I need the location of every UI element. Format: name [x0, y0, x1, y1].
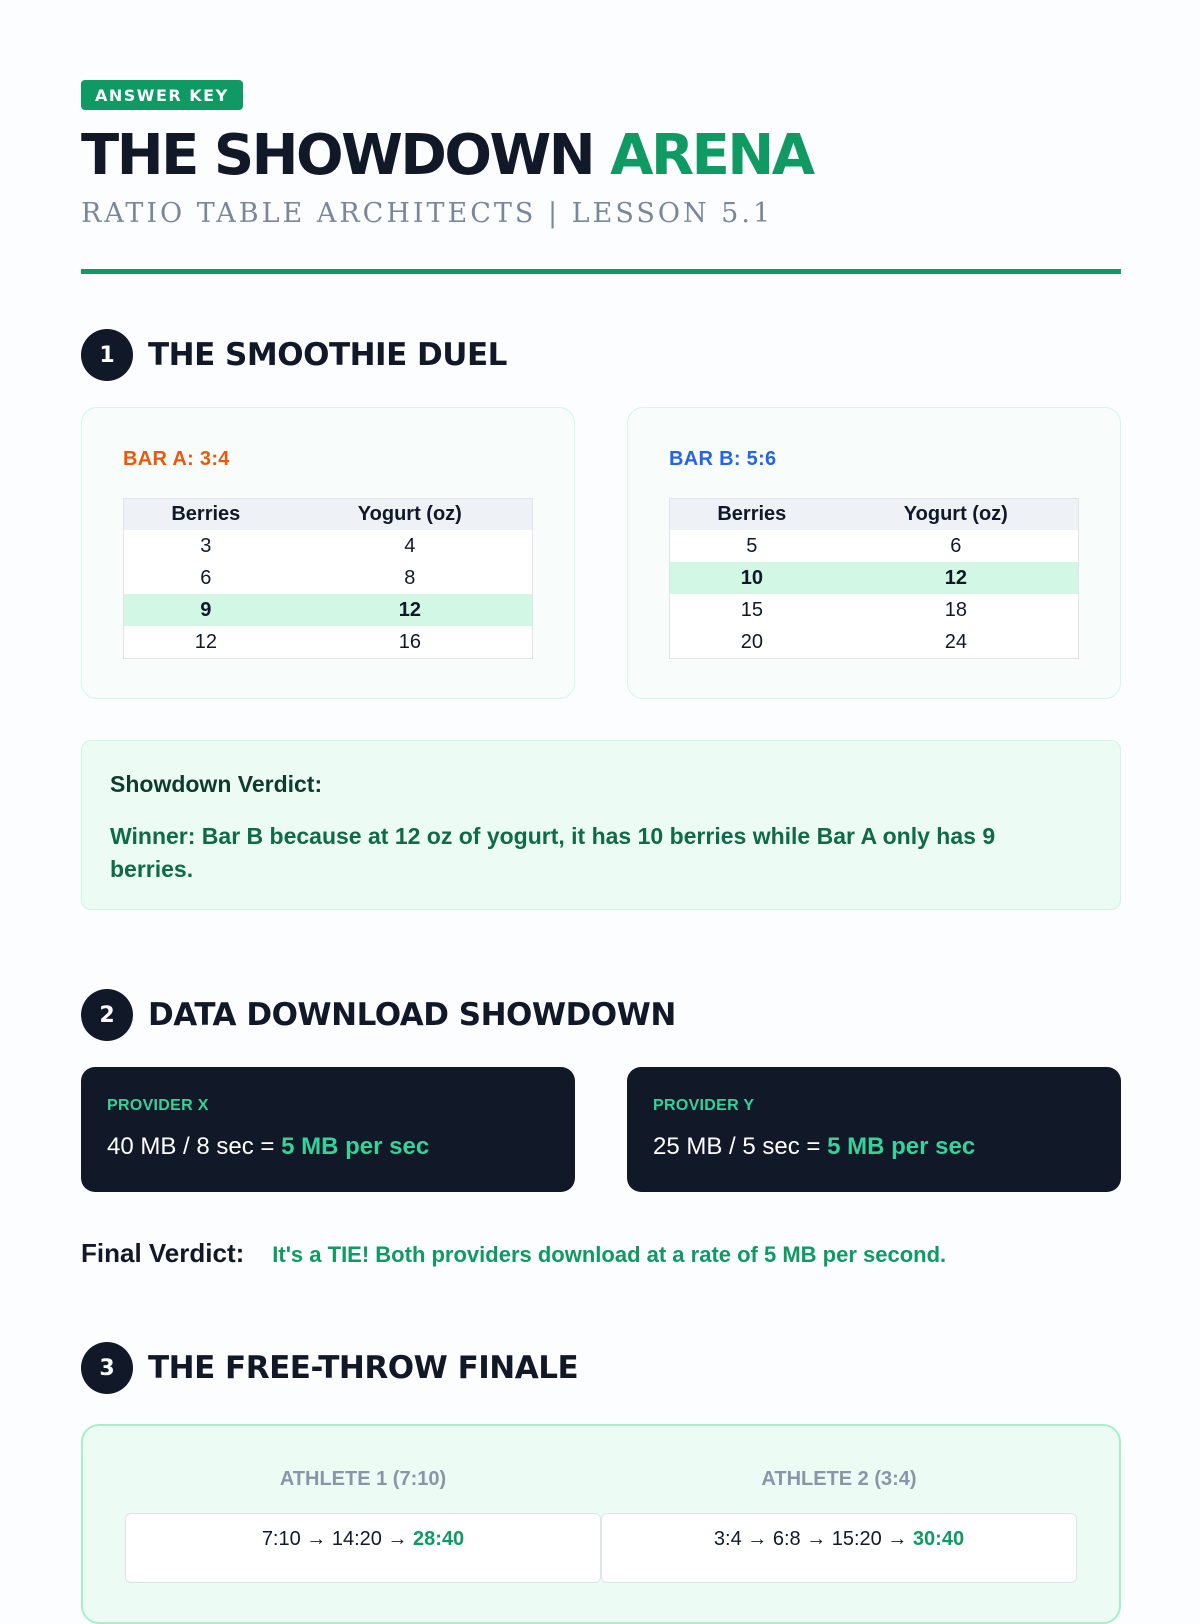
- bar-b-ratio-table: [669, 498, 1079, 659]
- athlete-label: ATHLETE 1 (7:10): [279, 1468, 447, 1491]
- table-cell: 3: [200, 534, 212, 557]
- section-3-header: [81, 1342, 1121, 1394]
- column-header: Berries: [670, 499, 834, 531]
- table-header-row: [670, 499, 1079, 531]
- sequence-final: 28:40: [413, 1528, 465, 1551]
- header-divider: [81, 269, 1121, 274]
- table-cell: 12: [194, 630, 217, 653]
- page-title: [81, 124, 1121, 188]
- bar-a-label: BAR A: 3:4: [123, 448, 230, 471]
- provider-x-card: [81, 1067, 575, 1192]
- ratio-sequence: [601, 1513, 1077, 1583]
- table-row: [670, 530, 1079, 562]
- section-title: THE FREE-THROW FINALE: [148, 1350, 579, 1387]
- section-number-badge: 3: [81, 1342, 133, 1394]
- table-row: [124, 562, 533, 594]
- athlete-label: ATHLETE 2 (3:4): [761, 1468, 917, 1491]
- bar-b-label: BAR B: 5:6: [669, 448, 777, 471]
- column-header: Yogurt (oz): [288, 499, 533, 531]
- section-title: THE SMOOTHIE DUEL: [148, 337, 507, 374]
- section-number-badge: 1: [81, 329, 133, 381]
- final-verdict-label: Final Verdict:: [81, 1238, 245, 1269]
- table-cell: 16: [398, 630, 421, 653]
- bar-a-ratio-table: [123, 498, 533, 659]
- table-cell: 15: [740, 598, 763, 621]
- smoothie-duel: [81, 407, 1121, 699]
- table-cell: 20: [740, 630, 763, 653]
- table-row: [670, 626, 1079, 659]
- athlete-1-panel: [125, 1468, 601, 1622]
- column-header: Yogurt (oz): [834, 499, 1079, 531]
- verdict-label: Showdown Verdict:: [110, 771, 323, 798]
- provider-name: PROVIDER X: [107, 1097, 209, 1115]
- table-row: [124, 626, 533, 659]
- athlete-2-panel: [601, 1468, 1077, 1622]
- section-1-header: [81, 329, 1121, 381]
- highlighted-table-row: [124, 594, 533, 626]
- download-providers: [81, 1067, 1121, 1192]
- worksheet-page: [81, 80, 1121, 1624]
- provider-calculation: [107, 1133, 549, 1161]
- table-row: [670, 594, 1079, 626]
- title-main: THE SHOWDOWN: [81, 123, 594, 188]
- bar-b-card: [627, 407, 1121, 699]
- section-2-header: [81, 989, 1121, 1041]
- table-cell: 24: [944, 630, 967, 653]
- ratio-sequence: [125, 1513, 601, 1583]
- column-header: Berries: [124, 499, 288, 531]
- free-throw-box: [81, 1424, 1121, 1624]
- title-accent: ARENA: [610, 123, 813, 188]
- sequence-final: 30:40: [912, 1528, 965, 1551]
- sequence-text: 3:4 → 6:8 → 15:20 →: [713, 1528, 908, 1551]
- provider-calculation: [653, 1133, 1095, 1161]
- provider-y-card: [627, 1067, 1121, 1192]
- calculation-text: 25 MB / 5 sec =: [653, 1133, 821, 1161]
- table-row: [124, 530, 533, 562]
- page-subtitle: RATIO TABLE ARCHITECTS | LESSON 5.1: [81, 198, 774, 230]
- answer-key-badge: ANSWER KEY: [81, 80, 243, 110]
- showdown-verdict-box: [81, 740, 1121, 910]
- table-cell: 9: [124, 594, 288, 626]
- final-verdict: [81, 1238, 1121, 1269]
- verdict-text: Winner: Bar B because at 12 oz of yogurt, it has 10 berries while Bar A only has 9 berries.: [110, 823, 996, 883]
- section-title: DATA DOWNLOAD SHOWDOWN: [148, 997, 676, 1034]
- table-cell: 8: [404, 566, 416, 589]
- table-cell: 10: [670, 562, 834, 594]
- calculation-text: 40 MB / 8 sec =: [107, 1133, 275, 1161]
- table-cell: 4: [404, 534, 416, 557]
- table-cell: 12: [288, 594, 533, 626]
- bar-a-card: [81, 407, 575, 699]
- sequence-text: 7:10 → 14:20 →: [261, 1528, 408, 1551]
- highlighted-table-row: [670, 562, 1079, 594]
- table-cell: 18: [944, 598, 967, 621]
- final-verdict-text: It's a TIE! Both providers download at a rate of 5 MB per second.: [272, 1242, 947, 1268]
- provider-name: PROVIDER Y: [653, 1097, 755, 1115]
- table-header-row: [124, 499, 533, 531]
- section-number-badge: 2: [81, 989, 133, 1041]
- table-cell: 12: [834, 562, 1079, 594]
- rate-result: 5 MB per sec: [827, 1133, 976, 1161]
- rate-result: 5 MB per sec: [281, 1133, 430, 1161]
- table-cell: 6: [950, 534, 962, 557]
- table-cell: 6: [200, 566, 212, 589]
- table-cell: 5: [746, 534, 758, 557]
